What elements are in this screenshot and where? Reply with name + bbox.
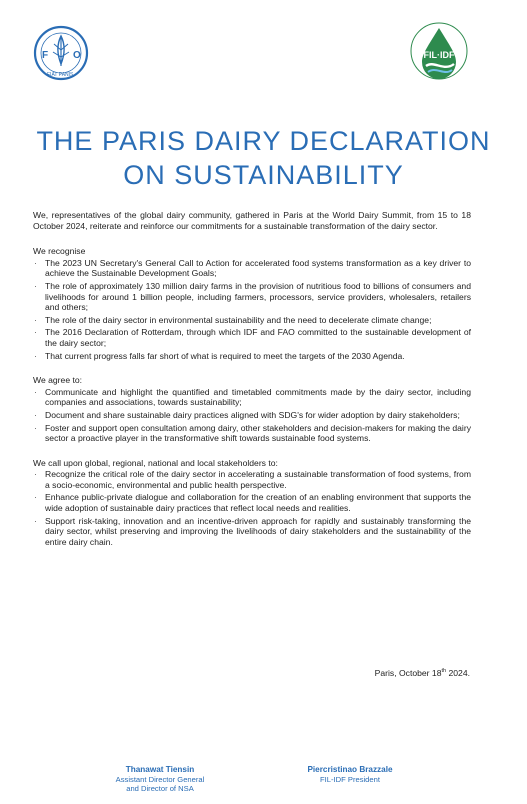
call-upon-list [33, 469, 471, 547]
list-item: · Document and share sustainable dairy practices aligned with SDG's for wider adoption by dairy stakeholders; [33, 410, 471, 421]
section-heading: We recognise [33, 246, 86, 257]
fao-letter-f: F [42, 50, 49, 61]
signatory-idf [285, 765, 415, 784]
recognise-list [33, 258, 471, 361]
place-and-date [375, 668, 470, 678]
signatory-role: FIL-IDF President [320, 774, 380, 784]
declaration-body [33, 210, 471, 561]
list-item: · Communicate and highlight the quantified and timetabled commitments made by the dairy sector, including companies and associations, towards sustainability; [33, 387, 471, 408]
signatory-name: Piercristinao Brazzale [307, 765, 393, 774]
list-item: · The 2023 UN Secretary's General Call to Action for accelerated food systems transformation as a key driver to achieve the Sustainable Development Goals; [33, 258, 471, 279]
page-title [0, 124, 527, 192]
section-agree [33, 375, 471, 444]
list-item: · The role of approximately 130 million dairy farms in the provision of nutritious food to billions of consumers and livelihoods for around 1 billion people, including farmers, processors, service providers, wholesalers, retailers and others; [33, 281, 471, 313]
list-item: · That current progress falls far short of what is required to meet the targets of the 2030 Agenda. [33, 351, 471, 362]
signatory-role: and Director of NSA [126, 784, 194, 793]
section-heading: We call upon global, regional, national and local stakeholders to: [33, 457, 278, 468]
fao-logo [30, 24, 92, 82]
intro-paragraph: We, representatives of the global dairy community, gathered in Paris at the World Dairy Summit, from 15 to 18 October 2024, reiterate and reinforce our commitments for a sustainable transformation of the dairy sector. [33, 210, 471, 231]
fao-motto: FIAT PANIS [47, 72, 74, 78]
title-line-1: THE PARIS DAIRY DECLARATION [36, 126, 491, 157]
fao-letter-o: O [73, 50, 81, 61]
signatory-fao [100, 765, 220, 794]
list-item: · The role of the dairy sector in environmental sustainability and the need to decelerate climate change; [33, 315, 471, 326]
list-item: · Enhance public-private dialogue and collaboration for the creation of an enabling environment that supports the wide adoption of sustainable dairy practices that reflect local needs and realities. [33, 492, 471, 513]
date-suffix: th [441, 668, 447, 675]
section-recognise [33, 246, 471, 361]
idf-logo-text: FIL·IDF [423, 50, 455, 60]
signatory-name: Thanawat Tiensin [125, 765, 195, 774]
list-item: · Support risk-taking, innovation and an incentive-driven approach for rapidly and sustainably transforming the dairy sector, whilst preserving and improving the livelihoods of dairy stakeholders and the sustainability of the entire dairy chain. [33, 516, 471, 548]
list-item: · Recognize the critical role of the dairy sector in accelerating a sustainable transformation of food systems, from a socio-economic, environmental and public health perspective. [33, 469, 471, 490]
section-call-upon [33, 458, 471, 548]
list-item: · The 2016 Declaration of Rotterdam, through which IDF and FAO committed to the sustainable development of the dairy sector; [33, 327, 471, 348]
idf-logo [408, 20, 470, 82]
date-year: 2024. [446, 668, 470, 678]
list-item: · Foster and support open consultation among dairy, other stakeholders and decision-makers for making the dairy sector a proactive player in the transformative shift towards sustainable food systems. [33, 423, 471, 444]
date-prefix: Paris, October 18 [374, 668, 442, 678]
signatory-role: Assistant Director General [115, 774, 205, 784]
agree-list [33, 387, 471, 444]
title-line-2: ON SUSTAINABILITY [123, 160, 404, 191]
section-heading: We agree to: [33, 375, 83, 386]
